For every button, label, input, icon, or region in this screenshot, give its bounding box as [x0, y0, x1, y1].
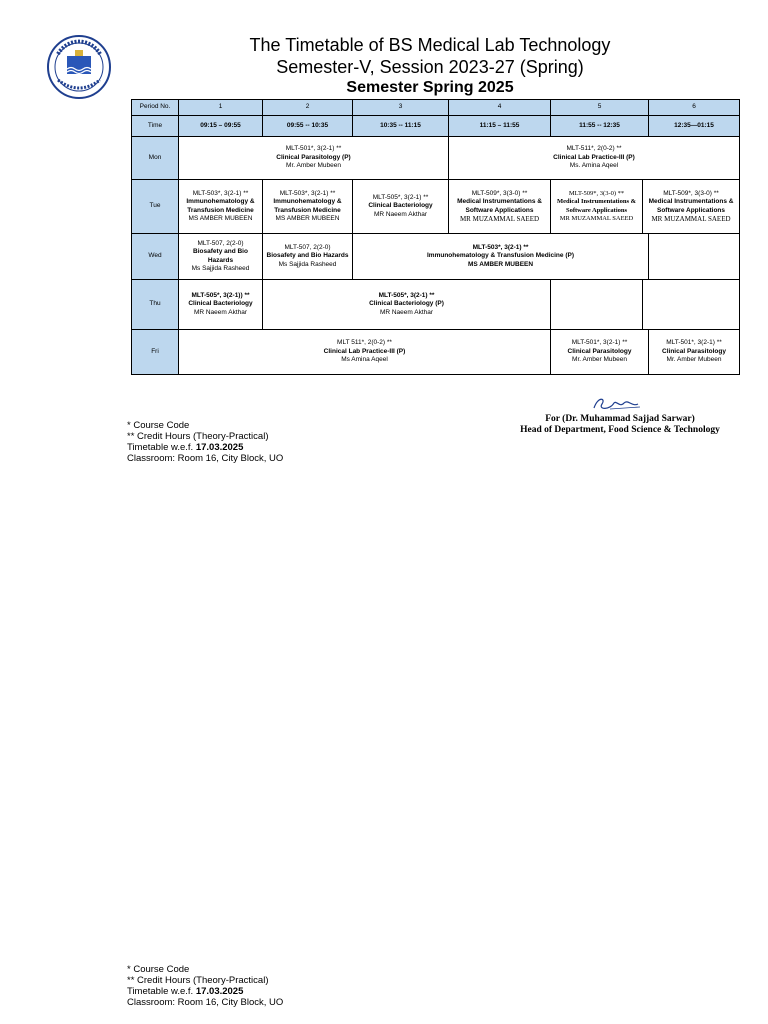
semester-heading: Semester Spring 2025	[346, 79, 514, 96]
note-credit-hours: ** Credit Hours (Theory-Practical)	[127, 975, 269, 986]
note-course-code: * Course Code	[127, 964, 190, 975]
course-code: MLT-503*, 3(2-1) **	[279, 189, 336, 197]
course-title: Clinical Bacteriology	[368, 202, 433, 210]
course-teacher: MS AMBER MUBEEN	[275, 215, 340, 222]
note-classroom: Classroom: Room 16, City Block, UO	[127, 453, 284, 464]
note-wef	[127, 442, 283, 453]
course-code: MLT 511*, 2(0-2) **	[337, 339, 392, 347]
day-row-wed	[132, 234, 740, 280]
fri-slot-p1-p4	[179, 330, 551, 375]
wed-slot-p3-p5	[353, 234, 649, 280]
period-6: 6	[649, 100, 740, 116]
course-teacher: MS AMBER MUBEEN	[467, 260, 534, 268]
course-code: MLT-505*, 3(2-1)) **	[191, 291, 250, 299]
course-code: MLT-509*, 3(3-0) **	[568, 189, 625, 197]
thu-slot-p5-empty	[551, 280, 643, 330]
course-code: MLT-503*, 3(2-1) **	[192, 189, 249, 197]
notes-block-top	[127, 420, 283, 464]
day-row-mon	[132, 137, 740, 180]
course-teacher: Ms. Amina Aqeel	[569, 162, 619, 170]
time-row	[132, 116, 740, 137]
day-label-wed: Wed	[132, 234, 179, 280]
time-slot-1: 09:15 – 09:55	[179, 116, 263, 137]
course-teacher: MR MUZAMMAL SAEED	[651, 215, 731, 223]
time-label: Time	[132, 116, 179, 137]
period-4: 4	[449, 100, 551, 116]
time-slot-5: 11:55 -- 12:35	[551, 116, 649, 137]
timetable-table	[131, 99, 740, 375]
course-code: MLT-505*, 3(2-1) **	[378, 291, 435, 299]
wef-label: Timetable w.e.f.	[127, 442, 194, 453]
course-teacher: Mr. Amber Mubeen	[666, 356, 722, 364]
signatory-designation: Head of Department, Food Science & Technology	[520, 425, 720, 435]
period-number-row	[132, 100, 740, 116]
semester-session-subtitle: Semester-V, Session 2023-27 (Spring)	[276, 57, 584, 77]
mon-slot-p1-p3	[179, 137, 449, 180]
time-slot-6: 12:35—01:15	[649, 116, 740, 137]
course-title: Clinical Bacteriology	[188, 300, 253, 308]
day-label-thu: Thu	[132, 280, 179, 330]
course-teacher: MR Naeem Akthar	[193, 308, 248, 316]
day-row-thu	[132, 280, 740, 330]
fri-slot-p5	[551, 330, 649, 375]
tue-slot-p3	[353, 180, 449, 234]
tue-slot-p5	[551, 180, 643, 234]
course-title: Biosafety and Bio Hazards	[193, 248, 248, 264]
note-course-code: * Course Code	[127, 420, 190, 431]
course-code: MLT-507, 2(2-0)	[284, 243, 331, 251]
note-classroom: Classroom: Room 16, City Block, UO	[127, 997, 284, 1008]
course-teacher: MR Naeem Akthar	[379, 308, 434, 316]
course-title: Biosafety and Bio Hazards	[266, 252, 349, 260]
time-slot-4: 11:15 – 11:55	[449, 116, 551, 137]
day-label-fri: Fri	[132, 330, 179, 375]
thu-slot-p6-empty	[643, 280, 740, 330]
signature-mark	[590, 394, 650, 414]
tue-slot-p2	[263, 180, 353, 234]
course-teacher: Ms Sajjida Rasheed	[278, 260, 337, 268]
course-code: MLT-507, 2(2-0)	[197, 239, 244, 247]
period-1: 1	[179, 100, 263, 116]
mon-slot-p4-p6	[449, 137, 740, 180]
course-teacher: MR Naeem Akthar	[373, 210, 428, 218]
course-title: Medical Instrumentations & Software Applications	[556, 198, 637, 214]
course-title: Clinical Bacteriology (P)	[369, 300, 444, 308]
course-teacher: Mr. Amber Mubeen	[572, 356, 627, 364]
wed-slot-p1	[179, 234, 263, 280]
course-teacher: MR MUZAMMAL SAEED	[559, 215, 634, 222]
wed-slot-p2	[263, 234, 353, 280]
course-code: MLT-509*, 3(3-0) **	[471, 189, 528, 197]
course-teacher: Ms Amina Aqeel	[341, 356, 388, 364]
tue-slot-p1	[179, 180, 263, 234]
course-title: Medical Instrumentations & Software Applications	[648, 198, 734, 214]
course-title: Immunohematology & Transfusion Medicine	[273, 198, 342, 214]
time-slot-2: 09:55 -- 10:35	[263, 116, 353, 137]
course-code: MLT-503*, 3(2-1) **	[472, 243, 529, 251]
period-2: 2	[263, 100, 353, 116]
course-code: MLT-511*, 2(0-2) **	[566, 145, 622, 153]
signature-block	[500, 414, 740, 436]
course-code: MLT-501*, 3(2-1) **	[571, 339, 628, 347]
tue-slot-p6	[643, 180, 740, 234]
thu-slot-p2-p4	[263, 280, 551, 330]
course-title: Clinical Parasitology	[662, 347, 726, 355]
notes-block-bottom	[127, 964, 283, 1008]
period-5: 5	[551, 100, 649, 116]
time-slot-3: 10:35 -- 11:15	[353, 116, 449, 137]
timetable-title: The Timetable of BS Medical Lab Technology	[249, 35, 611, 55]
course-title: Clinical Lab Practice-III (P)	[553, 153, 635, 161]
course-code: MLT-505*, 3(2-1) **	[372, 193, 429, 201]
signatory-name: For (Dr. Muhammad Sajjad Sarwar)	[545, 414, 695, 424]
course-title: Clinical Parasitology (P)	[276, 153, 351, 161]
course-code: MLT-501*, 3(2-1) **	[285, 145, 342, 153]
period-3: 3	[353, 100, 449, 116]
course-title: Immunohematology & Transfusion Medicine	[186, 198, 255, 214]
course-teacher: Mr. Amber Mubeen	[286, 162, 341, 170]
course-code: MLT-509*, 3(3-0) **	[663, 189, 719, 197]
wef-label: Timetable w.e.f.	[127, 986, 194, 997]
course-title: Clinical Lab Practice-III (P)	[323, 347, 406, 355]
course-teacher: MR MUZAMMAL SAEED	[459, 215, 540, 223]
fri-slot-p6	[649, 330, 740, 375]
course-teacher: MS AMBER MUBEEN	[188, 215, 253, 222]
course-code: MLT-501*, 3(2-1) **	[666, 339, 722, 347]
course-teacher: Ms Sajjida Rasheed	[191, 265, 250, 272]
tue-slot-p4	[449, 180, 551, 234]
thu-slot-p1	[179, 280, 263, 330]
day-label-tue: Tue	[132, 180, 179, 234]
day-row-tue	[132, 180, 740, 234]
course-title: Immunohematology & Transfusion Medicine (P)	[427, 252, 574, 260]
day-label-mon: Mon	[132, 137, 179, 180]
period-no-label: Period No.	[132, 100, 179, 116]
university-seal-logo	[46, 34, 112, 100]
wef-date: 17.03.2025	[195, 986, 244, 997]
course-title: Clinical Parasitology	[567, 347, 632, 355]
day-row-fri	[132, 330, 740, 375]
note-credit-hours: ** Credit Hours (Theory-Practical)	[127, 431, 269, 442]
note-wef	[127, 986, 283, 997]
wef-date: 17.03.2025	[195, 442, 244, 453]
wed-slot-p6-empty	[649, 234, 740, 280]
course-title: Medical Instrumentations & Software Applications	[457, 198, 542, 214]
